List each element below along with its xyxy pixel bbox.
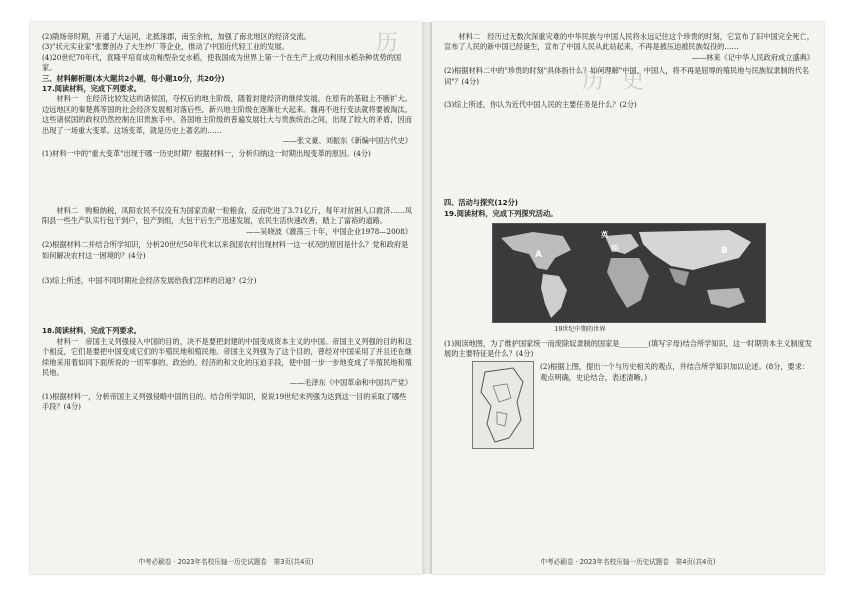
map-label-a: A	[535, 250, 542, 261]
material-source: ——毛泽东《中国革命和中国共产党》	[289, 378, 412, 388]
small-map-figure	[472, 361, 534, 449]
answer-line: (2)隋炀帝时期，开通了大运河，北抵涿郡，南至余杭，加强了南北地区的经济交流。	[42, 32, 311, 41]
answer-line: (3)"状元实业家"张謇创办了大生纱厂等企业，推动了中国近代轻工业的发展。	[42, 42, 289, 52]
question-prompt: (2)根据材料二并结合所学知识，分析20世纪50年代末以来我国农村出现材料一这一状况的原因是什么？党和政府是如何解决农村这一困境的？(4分)	[42, 240, 409, 260]
map-caption: 19世纪中期的世界	[554, 326, 606, 334]
material-text: 材料二 购粮纳税，凤阳农民不仅没有为国家贡献一粒粮食，反而吃进了3.71亿斤，每年对贫困人口救济……凤阳县一些生产队实行包干到户，包产到组，大包干后生产迅速发展，农民生活快速改善，踏上了富裕的道路。	[42, 205, 412, 226]
question-title: 18.阅读材料，完成下列要求。	[42, 326, 141, 336]
material-text: 材料一 在经济比较发达的诸侯国，夺权后的地主阶级，随着封建经济的继续发展，在原有的基础上不断扩大。边远地区的秦楚燕等国的社会经济发展相对落后些，新兴地主阶级在逐渐壮大起来。魏再不进行变法就将要被淘汰。这些诸侯国的政权仍然控制在旧贵族手中。各国地主阶级的普遍发展壮大与贵族统治之间，出现了较大的矛盾，因而出现了一场重大变革。这场变革，就是历史上著名的……	[42, 94, 412, 135]
exam-page-right	[432, 22, 824, 574]
answer-space[interactable]	[444, 110, 814, 198]
right-page-content	[444, 32, 814, 546]
answer-space[interactable]	[444, 87, 814, 97]
answer-space[interactable]	[42, 160, 412, 206]
question-prompt: (2)根据上图，提出一个与历史相关的观点，并结合所学知识加以论述。(8分，要求：观点明确，史论结合，表述清晰。)	[540, 362, 810, 382]
page-footer: 中考必刷卷 · 2023年名校压轴一历史试题卷 第4页(共4页)	[540, 558, 716, 566]
world-map-graphic	[493, 224, 765, 322]
world-map-19th-century	[492, 223, 766, 323]
material-text: 材料二 经历过无数次深重灾难的中华民族与中国人民将永远记住这个珍贵的时刻，它宣布了旧中国完全死亡，宣布了人民的新中国已经诞生，宣布了中国人民从此站起来，不再是被压迫被民族奴役的……	[444, 32, 814, 52]
left-page-content	[42, 32, 412, 546]
question-prompt: (2)根据材料二中的"珍贵的时刻"具体指什么？如何理解"中国、中国人，将不再是屈辱的殖民地与民族奴隶制的代名词"？(4分)	[444, 66, 810, 86]
map-label-b: B	[721, 246, 728, 257]
material-text: 材料一 帝国主义列强侵入中国的目的，决不是要把封建的中国变成资本主义的中国。帝国主义列强的目的和这个相反，它们是要把中国变成它们的半殖民地和殖民地。帝国主义列强为了这个目的，曾经对中国采用了并且还在继续地采用着如同下面所说的一切军事的、政治的、经济的和文化的压迫手段，使中国一步一步地变成了半殖民地和殖民地。	[42, 336, 412, 377]
section-heading: 四、活动与探究(12分)	[444, 198, 519, 208]
page-footer: 中考必刷卷 · 2023年名校压轴一历史试题卷 第3页(共4页)	[138, 558, 314, 566]
exam-page-left	[30, 22, 422, 574]
answer-space[interactable]	[42, 286, 412, 326]
question-prompt: (3)综上所述，中国不同时期社会经济发展给我们怎样的启迪？(2分)	[42, 275, 257, 285]
small-map-graphic	[473, 362, 533, 448]
faint-seal: 历史	[582, 69, 663, 94]
question-title: 17.阅读材料，完成下列要求。	[42, 84, 141, 94]
material-source: ——张文豪、刘振东《新编中国古代史》	[282, 136, 412, 146]
answer-space[interactable]	[42, 261, 412, 273]
question-prompt: (3)综上所述，你认为近代中国人民的主要任务是什么？(2分)	[444, 100, 637, 110]
question-title: 19.阅读材料，完成下列探究活动。	[444, 208, 558, 218]
map-label-france: 法	[611, 244, 619, 254]
question-prompt: (1)阅读地图，为了维护国家统一而废除奴隶制的国家是________(填写字母)结合所学知识，这一时期资本主义制度发展的主要特征是什么？(4分)	[444, 338, 812, 359]
question-prompt: (1)根据材料一，分析帝国主义列强侵略中国的目的。结合所学知识，说说19世纪末列强为达到这一目的采取了哪些手段？(4分)	[42, 391, 407, 412]
faint-seal: 历	[375, 31, 416, 56]
page-gutter	[422, 22, 432, 574]
map-label-britain: 英	[601, 231, 608, 240]
answer-line: (4)20世纪70年代，袁隆平培育成功籼型杂交水稻，使我国成为世界上第一个在生产上成功利用水稻杂种优势的国家。	[42, 52, 402, 73]
section-heading: 三、材料解析题(本大题共2小题，每小题10分，共20分)	[42, 73, 225, 83]
answer-space[interactable]	[42, 413, 412, 443]
question-prompt: (1)材料一中的"重大变革"出现于哪一历史时期？根据材料一，分析归纳这一时期出现变革的原因。(4分)	[42, 149, 371, 159]
material-source: ——吴晓波《激荡三十年，中国企业1978—2008》	[246, 226, 412, 236]
material-source: ——林来《记中华人民政府成立盛典》	[691, 52, 814, 62]
